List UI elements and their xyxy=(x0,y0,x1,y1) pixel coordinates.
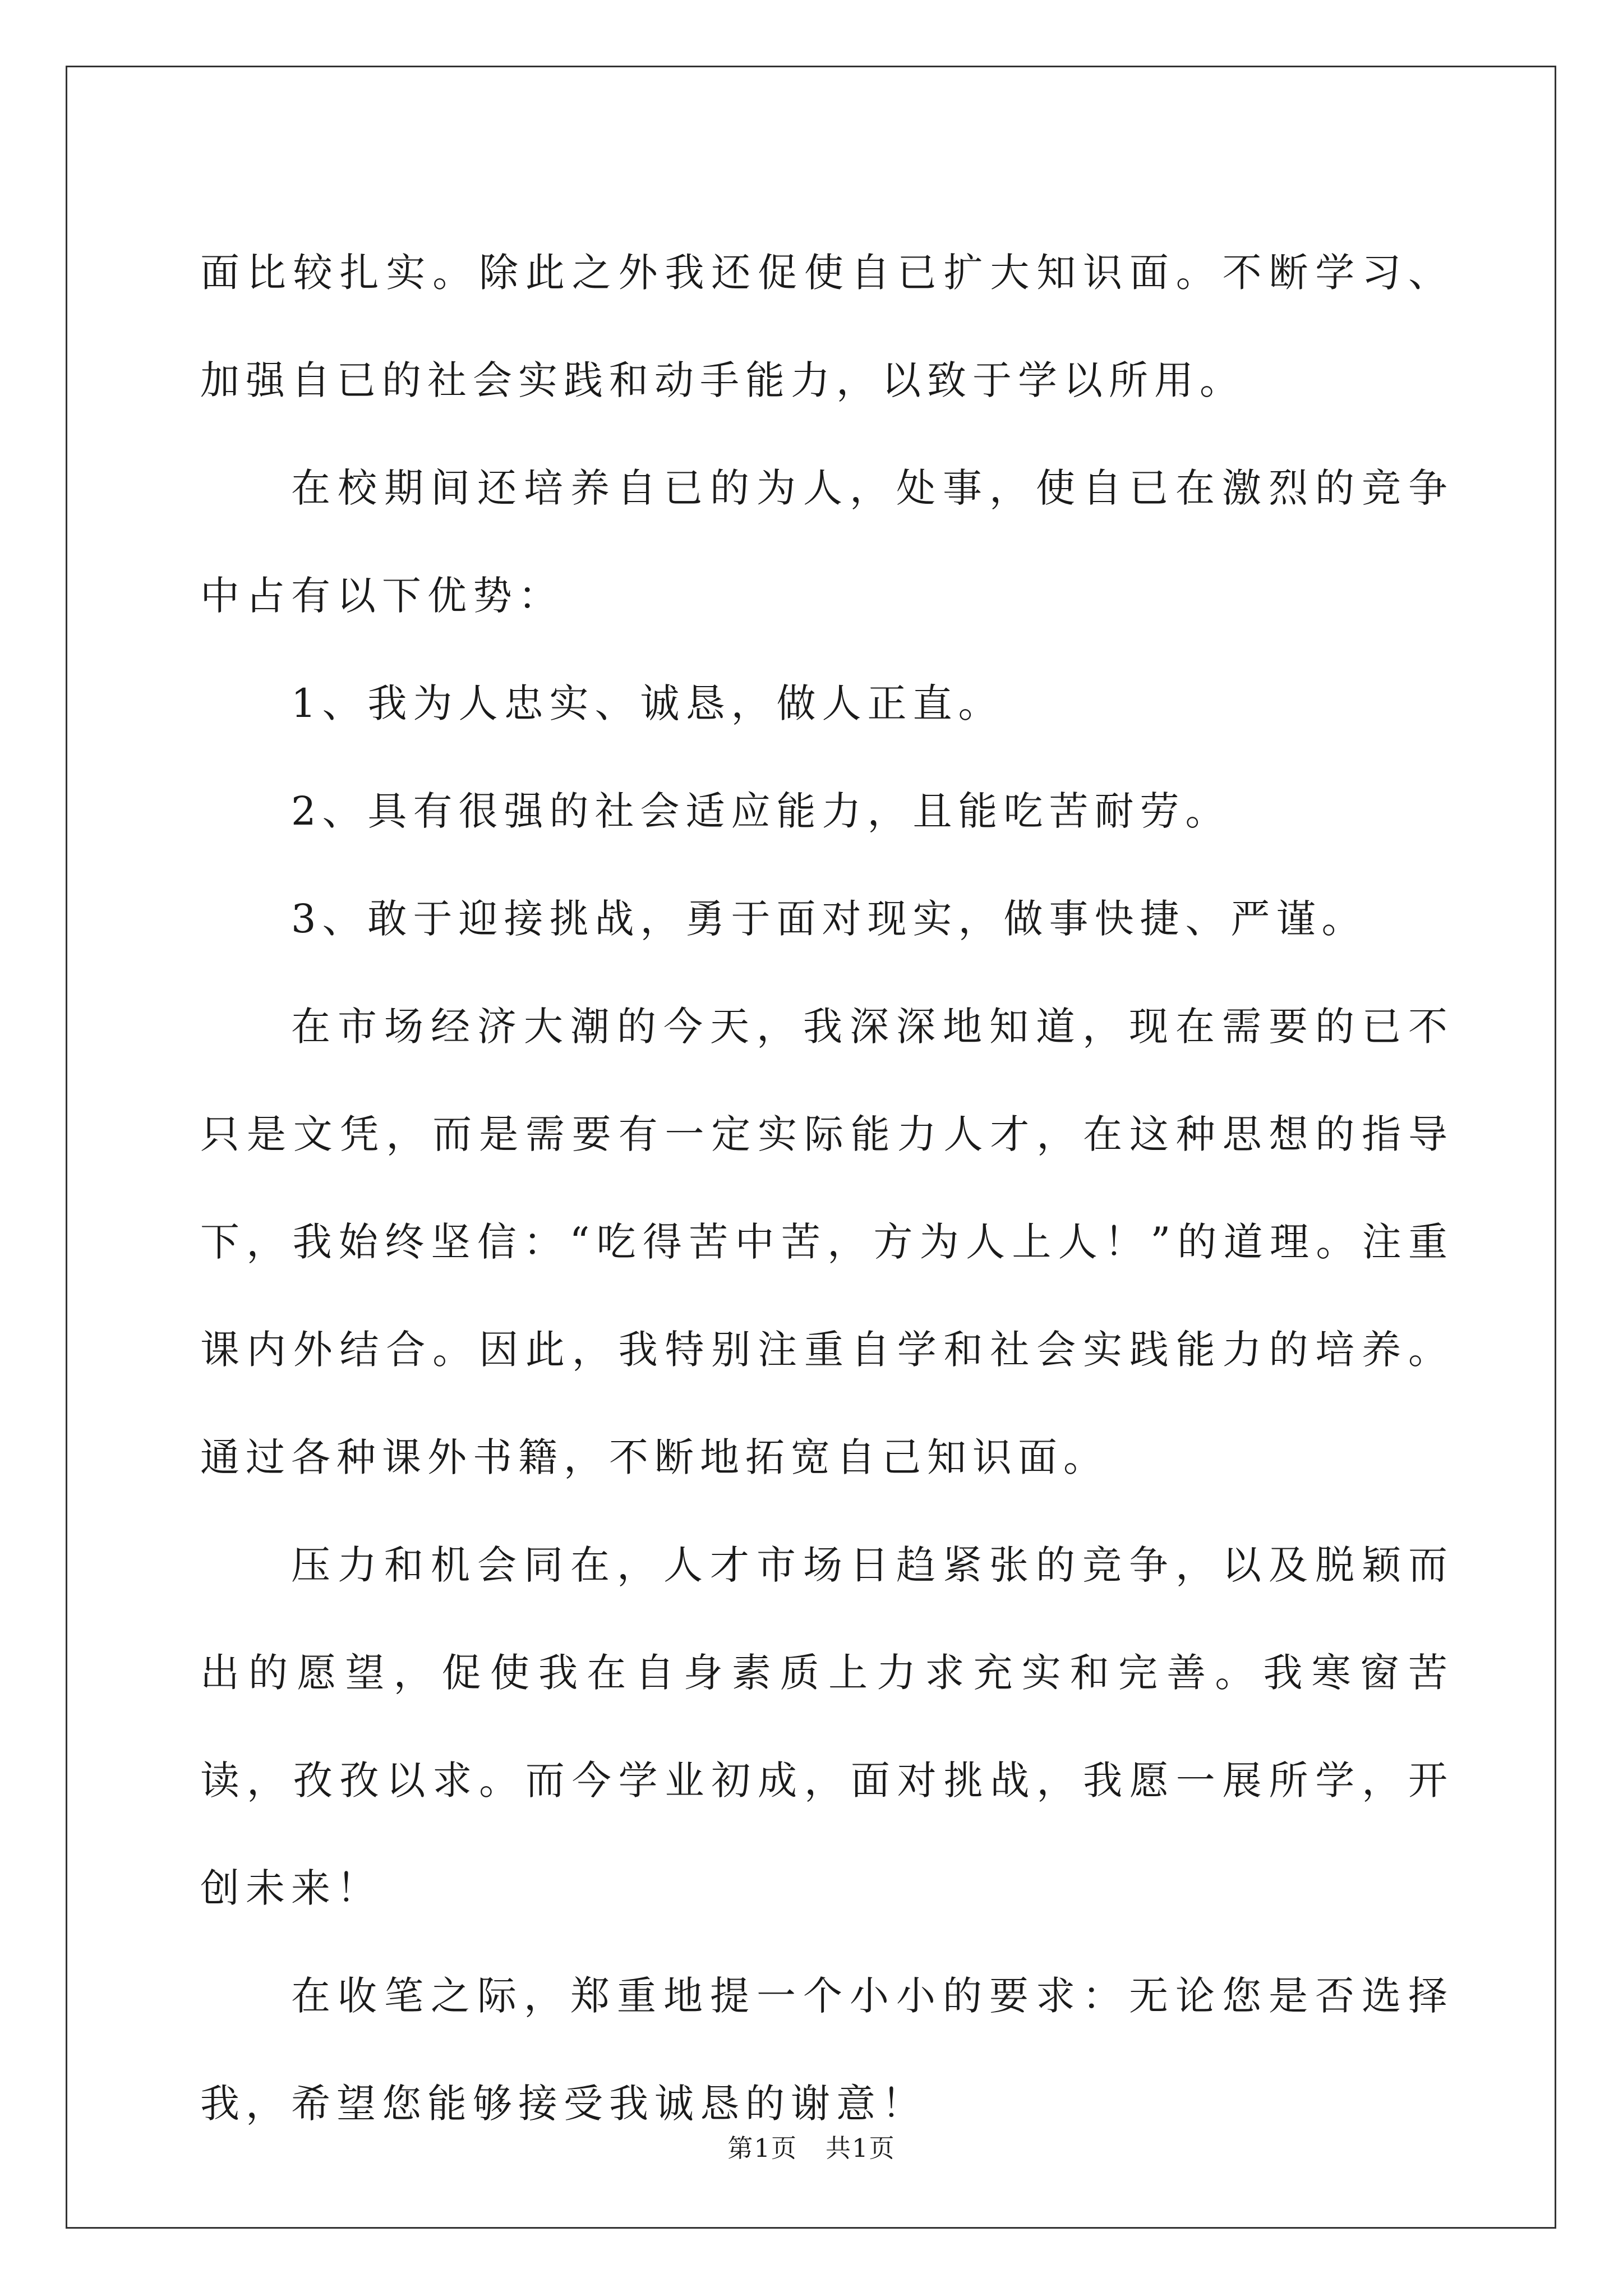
paragraph-1: 面比较扎实。除此之外我还促使自已扩大知识面。不断学习、加强自已的社会实践和动手能力，以致于学以所用。 xyxy=(200,250,1454,403)
paragraph-7: 压力和机会同在，人才市场日趋紧张的竞争，以及脱颖而出的愿望，促使我在自身素质上力求充实和完善。我寒窗苦读，孜孜以求。而今学业初成，面对挑战，我愿一展所学，开创未来！ xyxy=(200,1542,1454,1911)
paragraph-3: 1、我为人忠实、诚恳，做人正直。 xyxy=(291,680,1004,726)
paragraph-4: 2、具有很强的社会适应能力，且能吃苦耐劳。 xyxy=(291,788,1231,834)
page-footer xyxy=(0,2132,1623,2165)
page-total: 共1页 xyxy=(826,2133,896,2163)
page-number: 第1页 xyxy=(727,2133,797,2163)
paragraph-8: 在收笔之际，郑重地提一个小小的要求：无论您是否选择我，希望您能够接受我诚恳的谢意！ xyxy=(200,1973,1454,2127)
document-body xyxy=(200,219,1454,2157)
paragraph-5: 3、敢于迎接挑战，勇于面对现实，做事快捷、严谨。 xyxy=(291,896,1367,942)
paragraph-2: 在校期间还培养自已的为人，处事，使自已在激烈的竞争中占有以下优势： xyxy=(200,465,1454,619)
paragraph-6: 在市场经济大潮的今天，我深深地知道，现在需要的已不只是文凭，而是需要有一定实际能力人才，在这种思想的指导下，我始终坚信：“吃得苦中苦，方为人上人！”的道理。注重课内外结合。因此，我特别注重自学和社会实践能力的培养。通过各种课外书籍，不断地拓宽自己知识面。 xyxy=(200,1004,1454,1480)
